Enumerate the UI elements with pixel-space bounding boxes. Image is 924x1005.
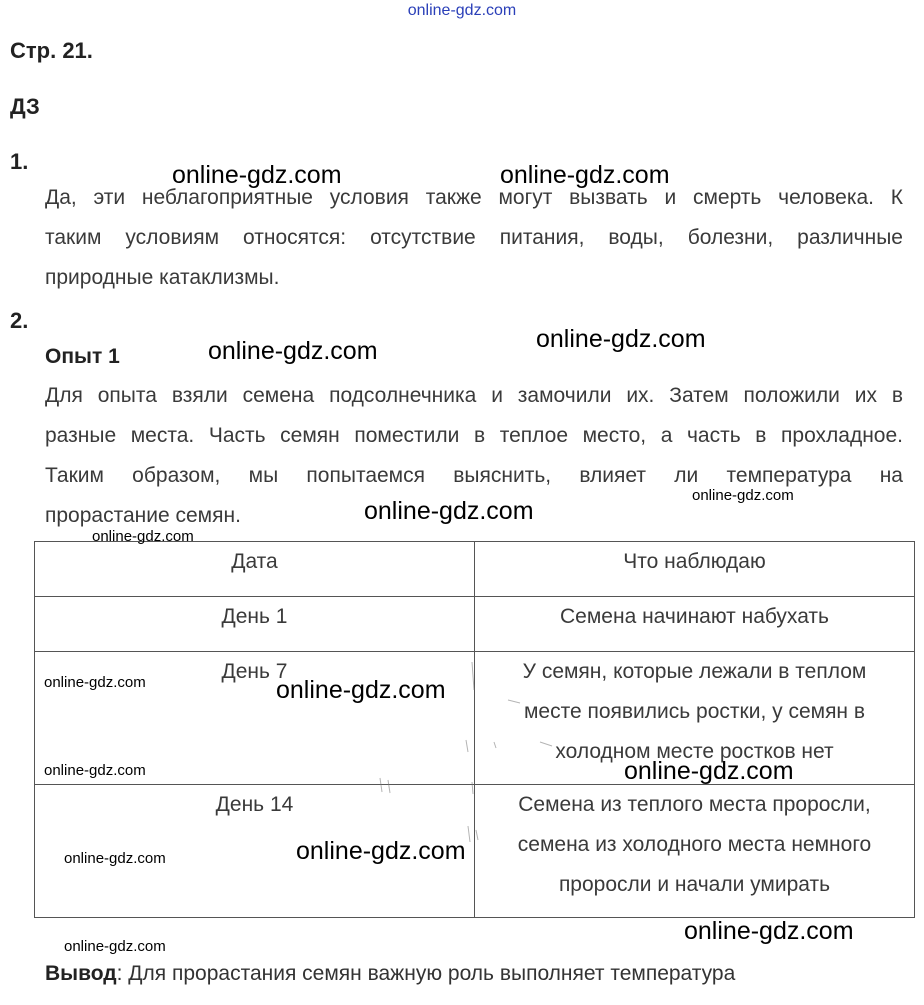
experiment-title: Опыт 1 xyxy=(45,345,120,368)
watermark-text: online-gdz.com xyxy=(44,762,146,779)
watermark-text: online-gdz.com xyxy=(208,337,378,365)
item-1-number: 1. xyxy=(10,149,29,174)
watermark-text: online-gdz.com xyxy=(172,161,342,189)
observation-line: Семена начинают набухать xyxy=(560,605,829,628)
item-1-line: природные катаклизмы. xyxy=(45,266,280,289)
watermark-text: online-gdz.com xyxy=(296,837,466,865)
observation-line: Семена из теплого места проросли, xyxy=(518,793,871,816)
row-date: День 1 xyxy=(35,597,475,652)
page-heading: Стр. 21. xyxy=(10,38,93,63)
item-1-line: таким условиям относятся: отсутствие питания, воды, болезни, различные xyxy=(45,226,903,249)
experiment-line: прорастание семян. xyxy=(45,504,241,527)
observation-line: холодном месте ростков нет xyxy=(555,740,834,763)
experiment-line: разные места. Часть семян поместили в теплое место, а часть в прохладное. xyxy=(45,424,903,447)
watermark-text: online-gdz.com xyxy=(364,497,534,525)
conclusion-label: Вывод xyxy=(45,962,117,985)
row-date: День 7 xyxy=(35,652,475,785)
row-date: День 14 xyxy=(35,785,475,918)
experiment-line: Таким образом, мы попытаемся выяснить, влияет ли температура на xyxy=(45,464,903,487)
watermark-text: online-gdz.com xyxy=(624,757,794,785)
experiment-line: Для опыта взяли семена подсолнечника и замочили их. Затем положили их в xyxy=(45,384,903,407)
watermark-text: online-gdz.com xyxy=(692,487,794,504)
observation-line: месте появились ростки, у семян в xyxy=(523,700,866,723)
watermark-text: online-gdz.com xyxy=(64,938,166,955)
conclusion-text: : Для прорастания семян важную роль выполняет температура xyxy=(116,962,736,985)
site-header-watermark[interactable]: online-gdz.com xyxy=(407,2,517,19)
watermark-text: online-gdz.com xyxy=(64,850,166,867)
observation-line: У семян, которые лежали в теплом xyxy=(522,660,867,683)
header-date: Дата xyxy=(35,542,475,597)
conclusion xyxy=(45,962,735,986)
watermark-text: online-gdz.com xyxy=(276,676,446,704)
watermark-text: online-gdz.com xyxy=(44,674,146,691)
watermark-text: online-gdz.com xyxy=(536,325,706,353)
header-observation: Что наблюдаю xyxy=(475,542,915,597)
watermark-text: online-gdz.com xyxy=(92,528,194,545)
watermark-text: online-gdz.com xyxy=(500,161,670,189)
item-2-number: 2. xyxy=(10,308,29,333)
item-1-line: Да, эти неблагоприятные условия также могут вызвать и смерть человека. К xyxy=(45,186,903,209)
watermark-text: online-gdz.com xyxy=(684,917,854,945)
observation-line: семена из холодного места немного xyxy=(517,833,872,856)
observation-line: проросли и начали умирать xyxy=(558,873,831,896)
section-heading: ДЗ xyxy=(10,94,40,119)
